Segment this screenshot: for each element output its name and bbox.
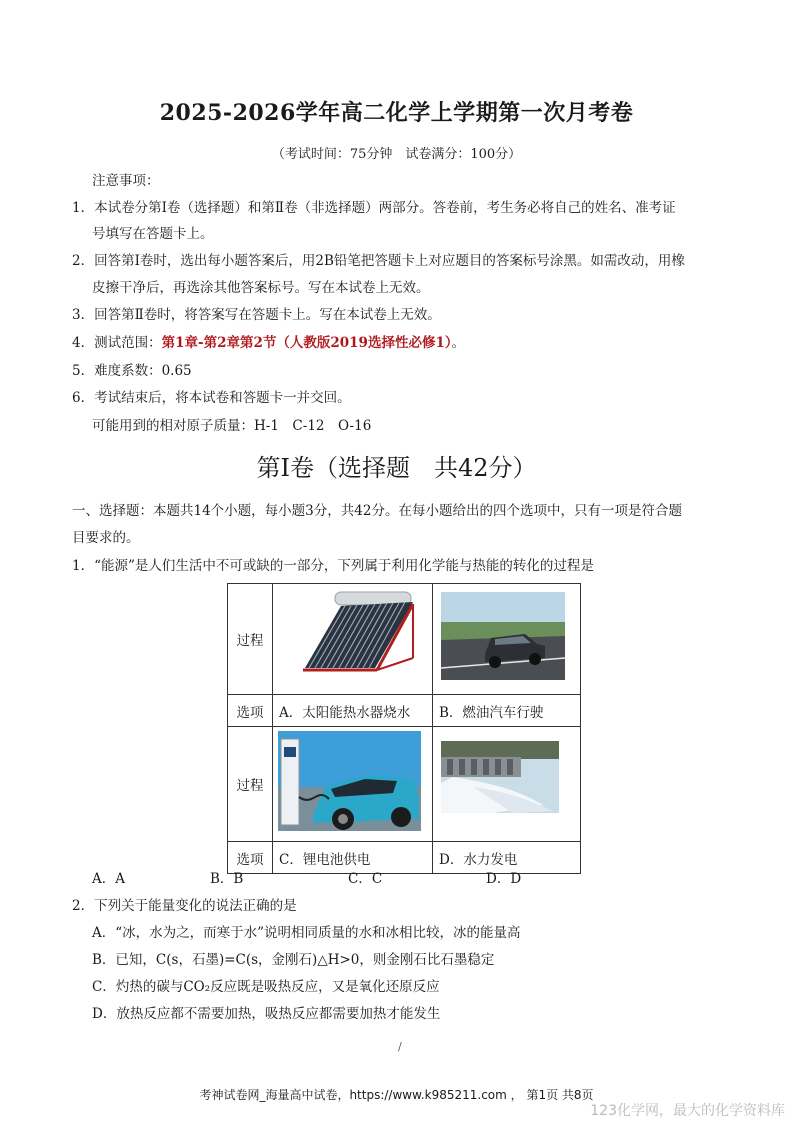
exam-info: （考试时间：75分钟 试卷满分：100分） (271, 147, 522, 162)
car-image (433, 584, 581, 695)
note-4 (72, 334, 465, 352)
section-title: 第Ⅰ卷（选择题 共42分） (256, 454, 537, 482)
row-label-option-2: 选项 (228, 842, 273, 874)
q1-choice-c: C．C (348, 871, 383, 887)
test-scope: 第1章-第2章第2节（人教版2019选择性必修1） (161, 335, 452, 351)
note-2a: 2．回答第Ⅰ卷时，选出每小题答案后，用2B铅笔把答题卡上对应题目的答案标号涂黑。如需改动，用橡 (72, 253, 685, 269)
ev-charging-icon (273, 727, 426, 837)
note-1b: 号填写在答题卡上。 (92, 226, 214, 242)
solar-heater-icon (273, 584, 426, 690)
row-label-process-2: 过程 (228, 727, 273, 842)
page-mark: / (398, 1040, 402, 1053)
row-label-process: 过程 (228, 584, 273, 695)
ev-charging-image (273, 727, 433, 842)
atomic-mass-line: 可能用到的相对原子质量：H-1 C-12 O-16 (92, 418, 372, 434)
notes-heading: 注意事项： (92, 173, 160, 189)
section-intro-b: 目要求的。 (72, 530, 140, 546)
page-title: 2025-2026学年高二化学上学期第一次月考卷 (159, 100, 634, 126)
option-b-cell: B．燃油汽车行驶 (433, 695, 581, 727)
q2-option-b: B．已知，C(s，石墨)=C(s，金刚石)△H>0，则金刚石比石墨稳定 (92, 952, 495, 968)
q1-table (227, 583, 581, 874)
note-6: 6．考试结束后，将本试卷和答题卡一并交回。 (72, 390, 351, 406)
note-1a: 1．本试卷分第Ⅰ卷（选择题）和第Ⅱ卷（非选择题）两部分。答卷前，考生务必将自己的姓名、准考证 (72, 200, 676, 216)
q1-choice-b: B．B (210, 871, 244, 887)
watermark: 123化学网，最大的化学资料库 (590, 1103, 785, 1119)
note-2b: 皮擦干净后，再选涂其他答案标号。写在本试卷上无效。 (92, 280, 430, 296)
page-footer: 考神试卷网_海量高中试卷，https://www.k985211.com ， 第1页 共8页 (199, 1088, 594, 1102)
q2-option-d: D．放热反应都不需要加热，吸热反应都需要加热才能发生 (92, 1006, 441, 1022)
option-a-cell: A．太阳能热水器烧水 (273, 695, 433, 727)
option-c-cell: C．锂电池供电 (273, 842, 433, 874)
note-4-prefix: 4．测试范围： (72, 335, 162, 351)
section-intro-a: 一、选择题：本题共14个小题，每小题3分，共42分。在每小题给出的四个选项中，只有一项是符合题 (72, 503, 682, 519)
q1-stem: 1．“能源”是人们生活中不可或缺的一部分，下列属于利用化学能与热能的转化的过程是 (72, 558, 594, 574)
car-icon (433, 584, 574, 690)
note-5: 5．难度系数：0.65 (72, 363, 192, 379)
note-3: 3．回答第Ⅱ卷时，将答案写在答题卡上。写在本试卷上无效。 (72, 307, 441, 323)
q1-choice-a: A．A (92, 871, 125, 887)
q2-option-a: A．“冰，水为之，而寒于水”说明相同质量的水和冰相比较，冰的能量高 (92, 925, 521, 941)
option-d-cell: D．水力发电 (433, 842, 581, 874)
q1-choice-d: D．D (486, 871, 522, 887)
solar-heater-image (273, 584, 433, 695)
row-label-option: 选项 (228, 695, 273, 727)
dam-icon (433, 727, 574, 837)
q2-option-c: C．灼热的碳与CO₂反应既是吸热反应，又是氧化还原反应 (92, 979, 440, 995)
dam-image (433, 727, 581, 842)
note-4-suffix: 。 (451, 335, 466, 351)
q2-stem: 2．下列关于能量变化的说法正确的是 (72, 898, 297, 914)
